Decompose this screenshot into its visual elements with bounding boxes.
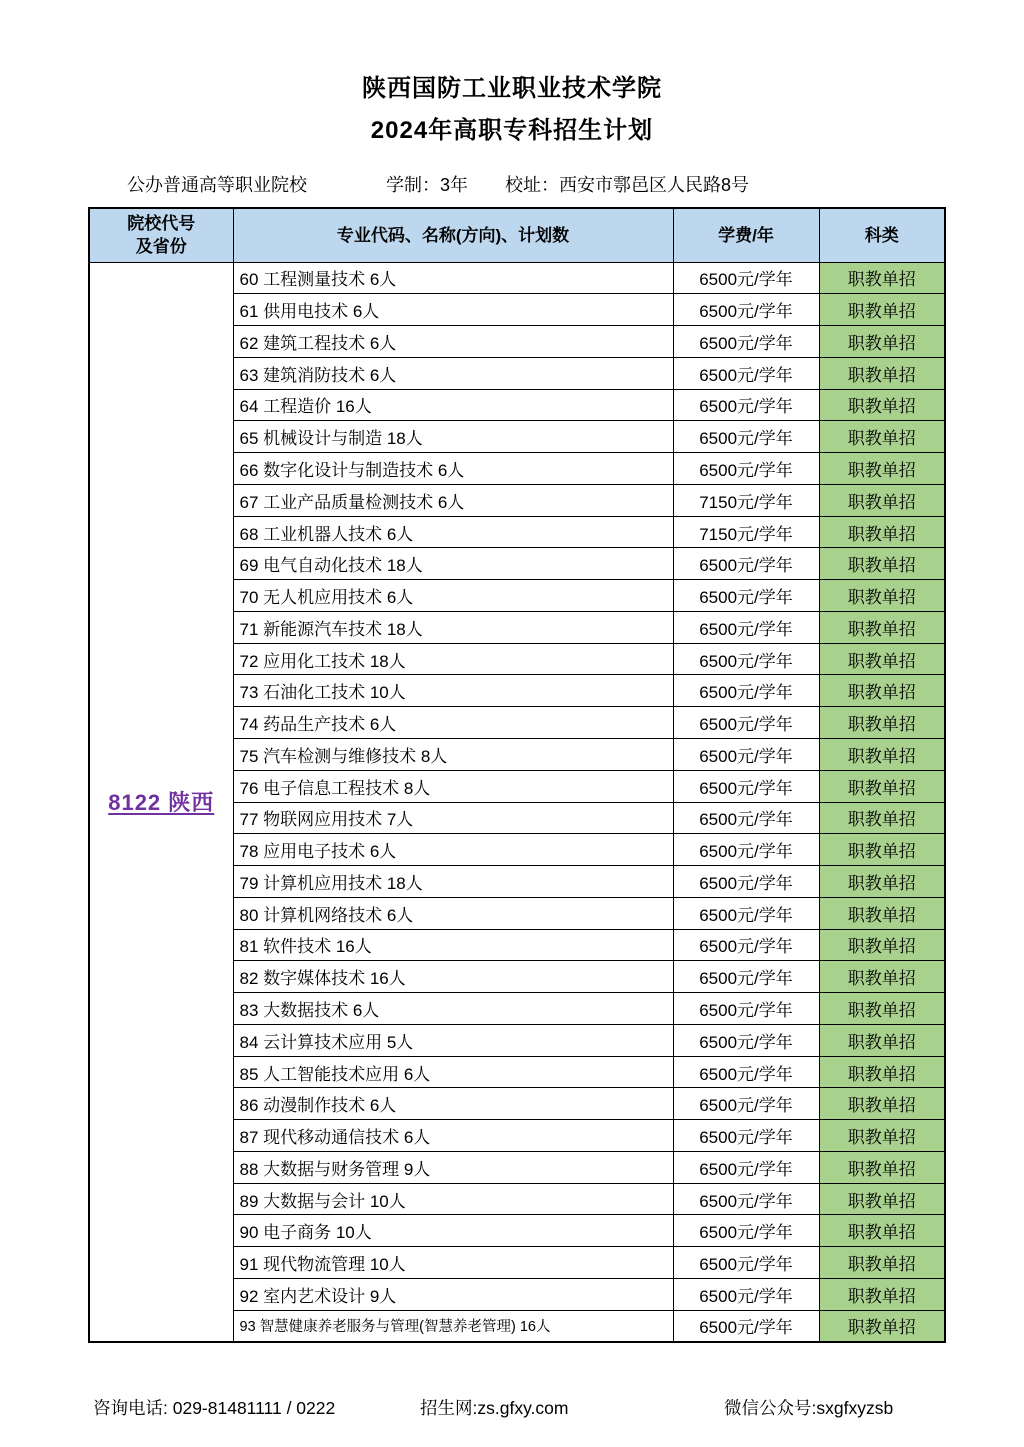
- study-duration-label: 学制：3年: [386, 175, 469, 195]
- title-line2: 2024年高职专科招生计划: [370, 117, 654, 144]
- table-row: [89, 262, 945, 294]
- major-cell: 72 应用化工技术 18人: [233, 643, 673, 675]
- document-title: [0, 68, 1024, 152]
- category-cell: 职教单招: [819, 453, 945, 485]
- school-address-label: 校址：西安市鄠邑区人民路8号: [505, 175, 750, 195]
- footer-wechat: 微信公众号:sxgfxyzsb: [724, 1398, 894, 1418]
- major-cell: 73 石油化工技术 10人: [233, 675, 673, 707]
- fee-cell: 6500元/学年: [673, 770, 819, 802]
- category-cell: 职教单招: [819, 1088, 945, 1120]
- category-cell: 职教单招: [819, 643, 945, 675]
- major-cell: 93 智慧健康养老服务与管理(智慧养老管理) 16人: [233, 1310, 673, 1342]
- fee-cell: 6500元/学年: [673, 1056, 819, 1088]
- major-cell: 63 建筑消防技术 6人: [233, 357, 673, 389]
- category-cell: 职教单招: [819, 770, 945, 802]
- fee-cell: 6500元/学年: [673, 1247, 819, 1279]
- major-cell: 78 应用电子技术 6人: [233, 834, 673, 866]
- major-cell: 74 药品生产技术 6人: [233, 707, 673, 739]
- major-cell: 66 数字化设计与制造技术 6人: [233, 453, 673, 485]
- major-cell: 91 现代物流管理 10人: [233, 1247, 673, 1279]
- fee-cell: 6500元/学年: [673, 802, 819, 834]
- major-cell: 89 大数据与会计 10人: [233, 1183, 673, 1215]
- table-header-row: [89, 208, 945, 262]
- category-cell: 职教单招: [819, 326, 945, 358]
- major-cell: 68 工业机器人技术 6人: [233, 516, 673, 548]
- major-cell: 67 工业产品质量检测技术 6人: [233, 484, 673, 516]
- footer-phone: 咨询电话: 029-81481111 / 0222: [93, 1398, 336, 1418]
- college-code-label: 8122 陕西: [108, 790, 215, 816]
- major-cell: 76 电子信息工程技术 8人: [233, 770, 673, 802]
- fee-cell: 6500元/学年: [673, 580, 819, 612]
- fee-cell: 6500元/学年: [673, 262, 819, 294]
- fee-cell: 7150元/学年: [673, 516, 819, 548]
- category-cell: 职教单招: [819, 548, 945, 580]
- major-cell: 60 工程测量技术 6人: [233, 262, 673, 294]
- category-cell: 职教单招: [819, 866, 945, 898]
- major-cell: 80 计算机网络技术 6人: [233, 897, 673, 929]
- document-footer: [0, 1395, 1024, 1421]
- category-cell: 职教单招: [819, 357, 945, 389]
- category-cell: 职教单招: [819, 262, 945, 294]
- category-cell: 职教单招: [819, 897, 945, 929]
- major-cell: 92 室内艺术设计 9人: [233, 1279, 673, 1311]
- fee-cell: 6500元/学年: [673, 1024, 819, 1056]
- fee-cell: 7150元/学年: [673, 484, 819, 516]
- fee-cell: 6500元/学年: [673, 548, 819, 580]
- fee-cell: 6500元/学年: [673, 421, 819, 453]
- fee-cell: 6500元/学年: [673, 357, 819, 389]
- category-cell: 职教单招: [819, 1247, 945, 1279]
- category-cell: 职教单招: [819, 1279, 945, 1311]
- fee-cell: 6500元/学年: [673, 1120, 819, 1152]
- fee-cell: 6500元/学年: [673, 389, 819, 421]
- category-cell: 职教单招: [819, 611, 945, 643]
- category-cell: 职教单招: [819, 516, 945, 548]
- fee-cell: 6500元/学年: [673, 611, 819, 643]
- category-cell: 职教单招: [819, 1056, 945, 1088]
- school-info-line: [127, 171, 749, 197]
- category-cell: 职教单招: [819, 580, 945, 612]
- major-cell: 85 人工智能技术应用 6人: [233, 1056, 673, 1088]
- major-cell: 84 云计算技术应用 5人: [233, 1024, 673, 1056]
- fee-cell: 6500元/学年: [673, 834, 819, 866]
- major-cell: 90 电子商务 10人: [233, 1215, 673, 1247]
- category-cell: 职教单招: [819, 802, 945, 834]
- fee-cell: 6500元/学年: [673, 294, 819, 326]
- major-cell: 83 大数据技术 6人: [233, 993, 673, 1025]
- category-cell: 职教单招: [819, 961, 945, 993]
- category-cell: 职教单招: [819, 1183, 945, 1215]
- header-college-code-line2: 及省份: [135, 237, 187, 257]
- header-fee: 学费/年: [673, 208, 819, 262]
- major-cell: 75 汽车检测与维修技术 8人: [233, 738, 673, 770]
- major-cell: 62 建筑工程技术 6人: [233, 326, 673, 358]
- major-cell: 61 供用电技术 6人: [233, 294, 673, 326]
- footer-website: 招生网:zs.gfxy.com: [420, 1398, 569, 1418]
- major-cell: 88 大数据与财务管理 9人: [233, 1151, 673, 1183]
- major-cell: 71 新能源汽车技术 18人: [233, 611, 673, 643]
- header-major: 专业代码、名称(方向)、计划数: [233, 208, 673, 262]
- header-category: 科类: [819, 208, 945, 262]
- fee-cell: 6500元/学年: [673, 738, 819, 770]
- category-cell: 职教单招: [819, 993, 945, 1025]
- major-cell: 79 计算机应用技术 18人: [233, 866, 673, 898]
- enrollment-plan-table: [88, 207, 946, 1343]
- title-line1: 陕西国防工业职业技术学院: [362, 75, 662, 102]
- fee-cell: 6500元/学年: [673, 961, 819, 993]
- fee-cell: 6500元/学年: [673, 1279, 819, 1311]
- category-cell: 职教单招: [819, 1215, 945, 1247]
- major-cell: 81 软件技术 16人: [233, 929, 673, 961]
- fee-cell: 6500元/学年: [673, 929, 819, 961]
- major-cell: 70 无人机应用技术 6人: [233, 580, 673, 612]
- major-cell: 77 物联网应用技术 7人: [233, 802, 673, 834]
- major-cell: 64 工程造价 16人: [233, 389, 673, 421]
- category-cell: 职教单招: [819, 1120, 945, 1152]
- fee-cell: 6500元/学年: [673, 897, 819, 929]
- category-cell: 职教单招: [819, 834, 945, 866]
- fee-cell: 6500元/学年: [673, 453, 819, 485]
- fee-cell: 6500元/学年: [673, 1088, 819, 1120]
- category-cell: 职教单招: [819, 484, 945, 516]
- fee-cell: 6500元/学年: [673, 326, 819, 358]
- fee-cell: 6500元/学年: [673, 675, 819, 707]
- college-code-cell: [89, 262, 233, 1342]
- major-cell: 87 现代移动通信技术 6人: [233, 1120, 673, 1152]
- category-cell: 职教单招: [819, 929, 945, 961]
- major-cell: 69 电气自动化技术 18人: [233, 548, 673, 580]
- category-cell: 职教单招: [819, 707, 945, 739]
- category-cell: 职教单招: [819, 675, 945, 707]
- category-cell: 职教单招: [819, 389, 945, 421]
- fee-cell: 6500元/学年: [673, 993, 819, 1025]
- fee-cell: 6500元/学年: [673, 643, 819, 675]
- fee-cell: 6500元/学年: [673, 1215, 819, 1247]
- major-cell: 82 数字媒体技术 16人: [233, 961, 673, 993]
- fee-cell: 6500元/学年: [673, 707, 819, 739]
- fee-cell: 6500元/学年: [673, 1310, 819, 1342]
- major-cell: 86 动漫制作技术 6人: [233, 1088, 673, 1120]
- major-cell: 65 机械设计与制造 18人: [233, 421, 673, 453]
- category-cell: 职教单招: [819, 421, 945, 453]
- category-cell: 职教单招: [819, 294, 945, 326]
- fee-cell: 6500元/学年: [673, 1183, 819, 1215]
- school-type-label: 公办普通高等职业院校: [127, 175, 307, 195]
- header-college-code-line1: 院校代号: [127, 214, 196, 234]
- table-body: [89, 262, 945, 1342]
- category-cell: 职教单招: [819, 738, 945, 770]
- fee-cell: 6500元/学年: [673, 866, 819, 898]
- category-cell: 职教单招: [819, 1151, 945, 1183]
- category-cell: 职教单招: [819, 1310, 945, 1342]
- header-college-code: [89, 208, 233, 262]
- fee-cell: 6500元/学年: [673, 1151, 819, 1183]
- category-cell: 职教单招: [819, 1024, 945, 1056]
